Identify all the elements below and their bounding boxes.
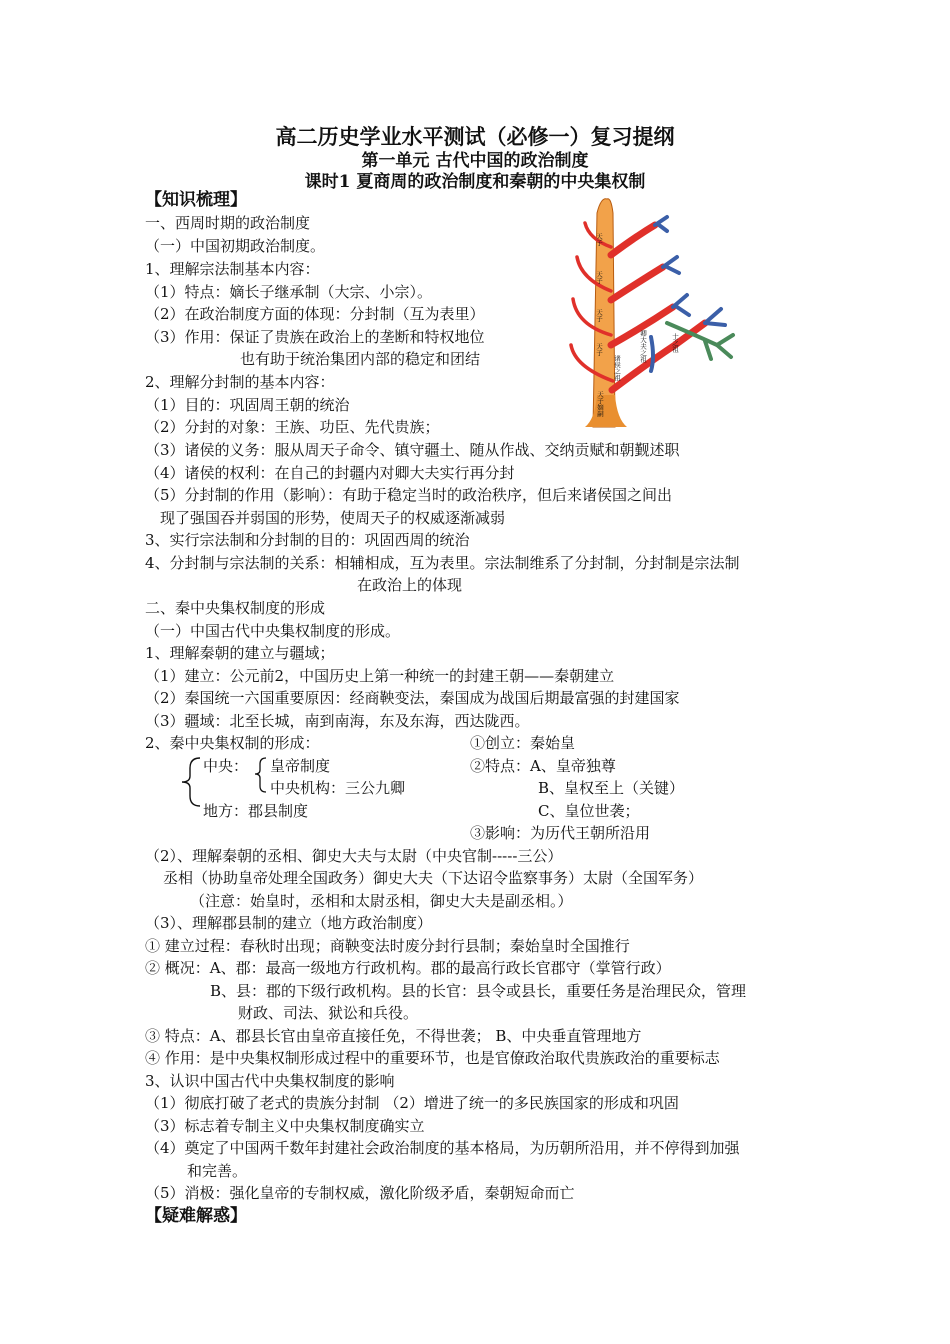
text-line: （2）分封的对象：王族、功臣、先代贵族； <box>145 418 440 436</box>
text-line: （3）、理解郡县制的建立（地方政治制度） <box>145 914 433 932</box>
svg-text:士之祖: 士之祖 <box>671 333 679 353</box>
text-line: 和完善。 <box>187 1162 248 1180</box>
text-line: （3）诸侯的义务：服从周天子命令、镇守疆土、随从作战、交纳贡赋和朝觐述职 <box>145 441 680 459</box>
clan-tree-figure <box>555 195 745 430</box>
unit-heading: 第一单元 古代中国的政治制度 <box>361 151 589 171</box>
text-line: 地方：郡县制度 <box>203 802 309 820</box>
brace-outer-icon <box>178 756 202 808</box>
text-line: （1）建立：公元前2，中国历史上第一种统一的封建王朝——秦朝建立 <box>145 667 615 685</box>
text-line: 一、西周时期的政治制度 <box>145 214 311 232</box>
text-line: 二、秦中央集权制度的形成 <box>145 599 326 617</box>
text-line: 1、理解秦朝的建立与疆域； <box>145 644 335 662</box>
text-line: （3）疆域：北至长城，南到南海，东及东海，西达陇西。 <box>145 712 530 730</box>
text-line: 1、理解宗法制基本内容： <box>145 260 320 278</box>
svg-text:天子: 天子 <box>595 233 603 246</box>
text-line: 【疑难解惑】 <box>145 1206 247 1226</box>
svg-text:卿大夫之祖: 卿大夫之祖 <box>639 330 647 363</box>
lesson-heading: 课时1 夏商周的政治制度和秦朝的中央集权制 <box>304 172 646 192</box>
text-line: ②特点：A、皇帝独尊 <box>470 757 616 775</box>
text-line: 中央机构：三公九卿 <box>270 779 406 797</box>
text-line: 也有助于统治集团内部的稳定和团结 <box>240 350 481 368</box>
text-line: 【知识梳理】 <box>145 190 247 210</box>
text-line: （5）分封制的作用（影响）：有助于稳定当时的政治秩序，但后来诸侯国之间出 <box>145 486 673 504</box>
text-line: 3、认识中国古代中央集权制度的影响 <box>145 1072 395 1090</box>
text-line: （2）秦国统一六国重要原因：经商鞅变法，秦国成为战国后期最富强的封建国家 <box>145 689 680 707</box>
text-line: B、县：郡的下级行政机构。县的长官：县令或县长，重要任务是治理民众，管理 <box>210 982 747 1000</box>
text-line: ①创立：秦始皇 <box>470 734 576 752</box>
red-branches <box>611 225 705 390</box>
text-line: 在政治上的体现 <box>357 576 463 594</box>
text-line: （1）特点：嫡长子继承制（大宗、小宗）。 <box>145 283 433 301</box>
text-line: （4）诸侯的权利：在自己的封疆内对卿大夫实行再分封 <box>145 464 515 482</box>
text-line: 3、实行宗法制和分封制的目的：巩固西周的统治 <box>145 531 470 549</box>
text-line: （5）消极：强化皇帝的专制权威，激化阶级矛盾，秦朝短命而亡 <box>145 1184 575 1202</box>
svg-text:诸侯之祖: 诸侯之祖 <box>613 355 621 381</box>
svg-text:天子: 天子 <box>595 343 603 356</box>
text-line: 丞相（协助皇帝处理全国政务）御史大夫（下达诏令监察事务）太尉（全国军务） <box>163 869 704 887</box>
text-line: （2）、理解秦朝的丞相、御史大夫与太尉（中央官制-----三公） <box>145 847 563 865</box>
text-line: （注意：始皇时，丞相和太尉丞相，御史大夫是副丞相。） <box>190 892 573 910</box>
blue-twigs <box>651 217 725 371</box>
title: 高二历史学业水平测试（必修一）复习提纲 <box>275 124 675 149</box>
text-line: C、皇位世袭； <box>538 802 640 820</box>
text-line: （1）目的：巩固周王朝的统治 <box>145 396 350 414</box>
text-line: ② 概况：A、郡：最高一级地方行政机构。郡的最高行政长官郡守（掌管行政） <box>145 959 671 977</box>
text-line: （1）彻底打破了老式的贵族分封制 （2）增进了统一的多民族国家的形成和巩固 <box>145 1094 679 1112</box>
text-line: ① 建立过程：春秋时出现；商鞅变法时废分封行县制；秦始皇时全国推行 <box>145 937 630 955</box>
text-line: ③ 特点：A、郡县长官由皇帝直接任免，不得世袭； B、中央垂直管理地方 <box>145 1027 642 1045</box>
text-line: ③影响：为历代王朝所沿用 <box>470 824 651 842</box>
brace-inner-icon <box>252 756 268 794</box>
text-line: 2、秦中央集权制的形成： <box>145 734 320 752</box>
text-line: 2、理解分封制的基本内容： <box>145 373 335 391</box>
text-line: ④ 作用：是中央集权制形成过程中的重要环节，也是官僚政治取代贵族政治的重要标志 <box>145 1049 720 1067</box>
svg-text:天子: 天子 <box>595 309 603 322</box>
text-line: （一）中国古代中央集权制度的形成。 <box>145 622 401 640</box>
text-line: 现了强国吞并弱国的形势，使周天子的权威逐渐减弱 <box>160 509 506 527</box>
text-line: （2）在政治制度方面的体现：分封制（互为表里） <box>145 305 485 323</box>
text-line: 皇帝制度 <box>270 757 331 775</box>
svg-text:天子: 天子 <box>595 271 603 284</box>
text-line: （3）标志着专制主义中央集权制度确实立 <box>145 1117 425 1135</box>
text-line: B、皇权至上（关键） <box>538 779 685 797</box>
text-line: 财政、司法、狱讼和兵役。 <box>238 1004 419 1022</box>
text-line: 4、分封制与宗法制的关系：相辅相成，互为表里。宗法制维系了分封制，分封制是宗法制 <box>145 554 740 572</box>
text-line: （3）作用：保证了贵族在政治上的垄断和特权地位 <box>145 328 485 346</box>
text-line: 中央： <box>203 757 249 775</box>
svg-text:天子嫡嗣: 天子嫡嗣 <box>596 391 604 417</box>
text-line: （一）中国初期政治制度。 <box>145 237 326 255</box>
text-line: （4）奠定了中国两千数年封建社会政治制度的基本格局，为历朝所沿用，并不停得到加强 <box>145 1139 740 1157</box>
